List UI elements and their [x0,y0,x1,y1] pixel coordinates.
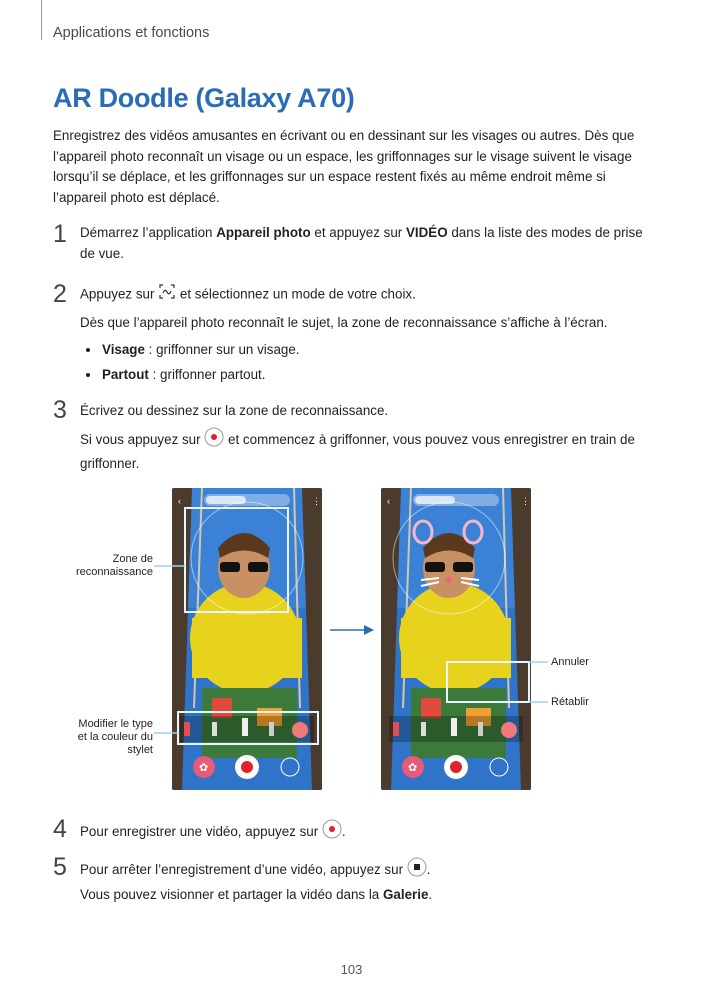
svg-text:‹: ‹ [387,496,390,506]
step-5-number: 5 [53,853,67,881]
stop-button-icon [407,857,427,884]
step-4-number: 4 [53,815,67,843]
bullet-visage: Visage : griffonner sur un visage. [86,340,300,360]
svg-text:⋮: ⋮ [521,496,530,506]
svg-text:⋮: ⋮ [312,496,321,506]
callout-recognition-zone: Zone de reconnaissance [75,553,153,578]
step-1-number: 1 [53,220,67,248]
bullet-partout: Partout : griffonner partout. [86,365,266,385]
step-2-text: Appuyez sur et sélectionnez un mode de votre choix. [80,283,652,307]
pen-settings-highlight [178,712,318,744]
svg-text:✿: ✿ [408,761,418,774]
step-4-text: Pour enregistrer une vidéo, appuyez sur . [80,819,652,846]
step-2-subtext: Dès que l’appareil photo reconnaît le sujet, la zone de reconnaissance s’affiche à l’écran. [80,315,608,330]
undo-redo-highlight [447,662,529,702]
callout-redo: Rétablir [551,696,589,708]
step-5-text: Pour arrêter l’enregistrement d’une vidéo, appuyez sur . [80,857,652,884]
intro-paragraph: Enregistrez des vidéos amusantes en écrivant ou en dessinant sur les visages ou autres. Dès que l’appareil photo reconnaît un visage ou un espace, les griffonnages sur le visage suivent le visage lorsqu’il se déplace, et les griffonnages sur un espace restent fixés au même endroit même si l’appareil photo est déplacé. [53,128,635,205]
step-3-text: Écrivez ou dessinez sur la zone de reconnaissance. [80,403,389,418]
record-button-icon [322,819,342,846]
svg-text:‹: ‹ [178,496,181,506]
callout-pen-settings: Modifier le type et la couleur du stylet [77,718,153,756]
page-number: 103 [340,962,363,977]
step-3-subtext: Si vous appuyez sur et commencez à griffonner, vous pouvez vous enregistrer en train de griffonner. [80,427,640,474]
step-2-number: 2 [53,280,67,308]
recognition-zone-highlight [185,508,288,612]
page-title: AR Doodle (Galaxy A70) [53,83,355,113]
record-button-icon [204,427,224,454]
callout-undo: Annuler [551,656,589,668]
step-1-text: Démarrez l’application Appareil photo et appuyez sur VIDÉO dans la liste des modes de prise de vue. [80,225,643,261]
section-header: Applications et fonctions [53,25,210,41]
step-5-subtext: Vous pouvez visionner et partager la vidéo dans la Galerie. [80,887,433,902]
ar-doodle-mode-icon [158,283,176,307]
step-3-number: 3 [53,396,67,424]
header-rule [41,0,42,40]
svg-text:✿: ✿ [199,761,209,774]
